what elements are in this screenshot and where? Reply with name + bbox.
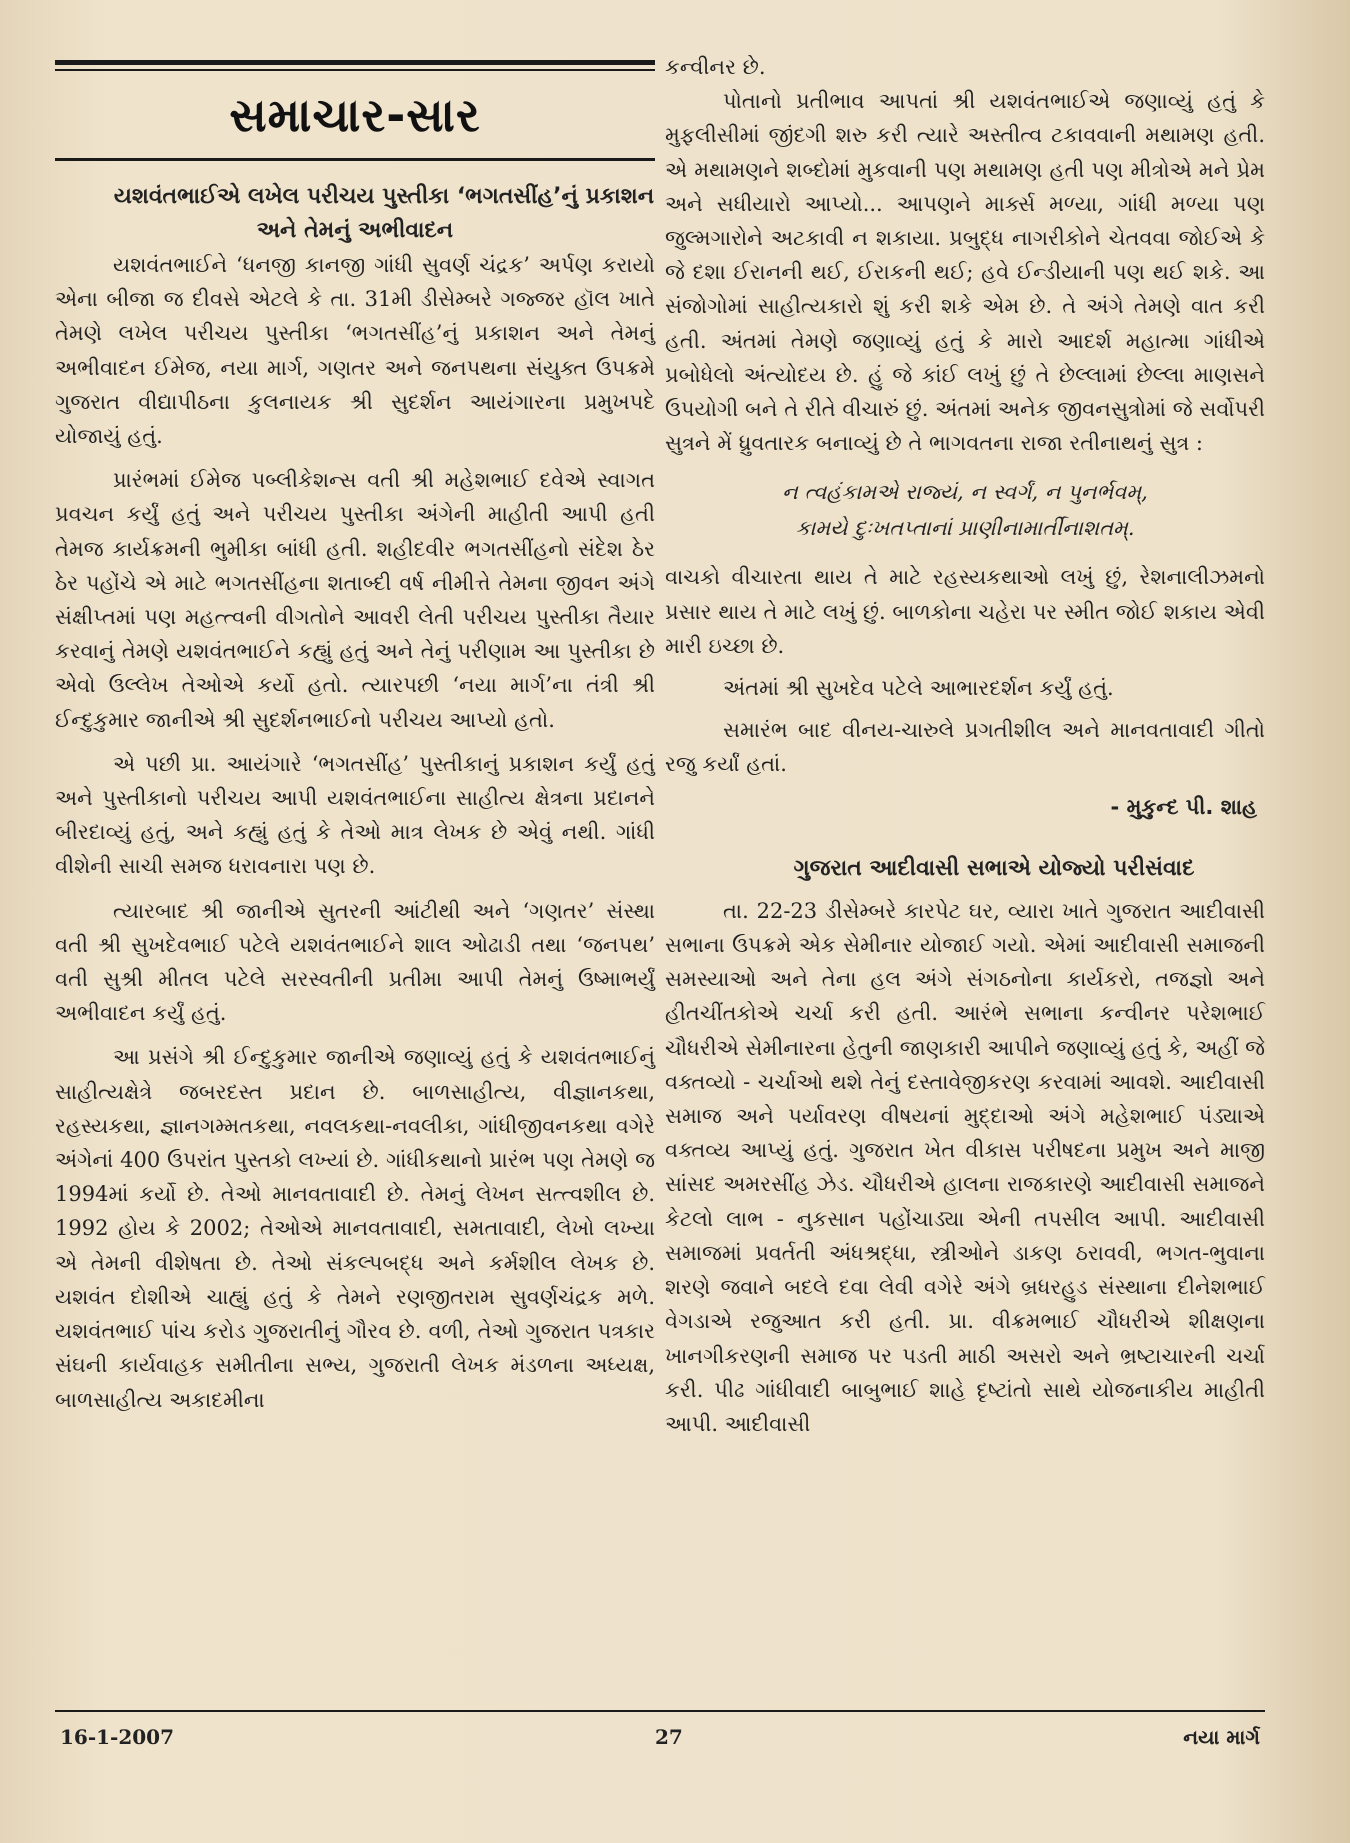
banner-top-rule-thin	[55, 69, 655, 71]
section-banner	[55, 60, 655, 160]
footer-rule	[55, 1710, 1265, 1712]
footer-date: 16-1-2007	[60, 1725, 175, 1749]
article1-paragraph: આ પ્રસંગે શ્રી ઈન્દુકુમાર જાનીએ જણાવ્યું હતું કે યશવંતભાઈનું સાહીત્યક્ષેત્રે જબરદસ્ત પ્રદાન છે. બાળસાહીત્ય, વીજ્ઞાનકથા, રહસ્યકથા, જ્ઞાનગમ્મતકથા, નવલકથા-નવલીકા, ગાંધીજીવનકથા વગેરે અંગેનાં 400 ઉપરાંત પુસ્તકો લખ્યાં છે. ગાંધીકથાનો પ્રારંભ પણ તેમણે જ 1994માં કર્યો છે. તેઓ માનવતાવાદી છે. તેમનું લેખન સત્ત્વશીલ છે. 1992 હોય કે 2002; તેઓએ માનવતાવાદી, સમતાવાદી, લેખો લખ્યા એ તેમની વીશેષતા છે. તેઓ સંકલ્પબદ્ધ અને કર્મશીલ લેખક છે. યશવંત દોશીએ ચાહ્યું હતું કે તેમને રણજીતરામ સુવર્ણચંદ્રક મળે. યશવંતભાઈ પાંચ કરોડ ગુજરાતીનું ગૌરવ છે. વળી, તેઓ ગુજરાત પત્રકાર સંઘની કાર્યવાહક સમીતીના સભ્ય, ગુજરાતી લેખક મંડળના અધ્યક્ષ, બાળસાહીત્ય અકાદમીના	[55, 1045, 655, 1412]
verse-line: કામયે દુઃખતપ્તાનાં પ્રાણીનામાર્તીનાશતમ્.	[795, 516, 1135, 541]
article2-paragraph: તા. 22-23 ડીસેમ્બરે કારપેટ ઘર, વ્યારા ખાતે ગુજરાત આદીવાસી સભાના ઉપક્રમે એક સેમીનાર યોજાઈ ગયો. એમાં આદીવાસી સમાજની સમસ્યાઓ અને તેના હલ અંગે સંગઠનોના કાર્યકરો, તજજ્ઞો અને હીતચીંતકોએ ચર્ચા કરી હતી. આરંભે સભાના કન્વીનર પરેશભાઈ ચૌધરીએ સેમીનારના હેતુની જાણકારી આપીને જણાવ્યું હતું કે, અહીં જે વક્તવ્યો - ચર્ચાઓ થશે તેનું દસ્તાવેજીકરણ કરવામાં આવશે. આદીવાસી સમાજ અને પર્યાવરણ વીષયનાં મુદ્દાઓ અંગે મહેશભાઈ પંડ્યાએ વક્તવ્ય આપ્યું હતું. ગુજરાત ખેત વીકાસ પરીષદના પ્રમુખ અને માજી સાંસદ અમરસીંહ ઝેડ. ચૌધરીએ હાલના રાજકારણે આદીવાસી સમાજને કેટલો લાભ - નુકસાન પહોંચાડ્યા એની તપસીલ આપી. આદીવાસી સમાજમાં પ્રવર્તતી અંધશ્રદ્ધા, સ્ત્રીઓને ડાકણ ઠરાવવી, ભગત-ભુવાના શરણે જવાને બદલે દવા લેવી વગેરે અંગે બ્રધરહુડ સંસ્થાના દીનેશભાઈ વેગડાએ રજુઆત કરી હતી. પ્રા. વીક્રમભાઈ ચૌધરીએ શીક્ષણના ખાનગીકરણની સમાજ પર પડતી માઠી અસરો અને ભ્રષ્ટાચારની ચર્ચા કરી. પીઢ ગાંધીવાદી બાબુભાઈ શાહે દૃષ્ટાંતો સાથે યોજનાકીય માહીતી આપી. આદીવાસી	[665, 898, 1265, 1436]
article1-signature: - મુકુન્દ પી. શાહ	[1110, 794, 1257, 819]
footer-magazine-name: નયા માર્ગ	[1183, 1725, 1260, 1749]
article2-headline: ગુજરાત આદીવાસી સભાએ યોજ્યો પરીસંવાદ	[793, 855, 1195, 881]
article1-paragraph: એ પછી પ્રા. આયંગારે ‘ભગતસીંહ’ પુસ્તીકાનું પ્રકાશન કર્યું હતું અને પુસ્તીકાનો પરીચય આપી યશવંતભાઈના સાહીત્ય ક્ષેત્રના પ્રદાનને બીરદાવ્યું હતું, અને કહ્યું હતું કે તેઓ માત્ર લેખક છે એવું નથી. ગાંધી વીશેની સાચી સમજ ધરાવનારા પણ છે.	[55, 751, 655, 879]
article1-paragraph: સમારંભ બાદ વીનય-ચારુલે પ્રગતીશીલ અને માનવતાવાદી ગીતો રજુ કર્યાં હતાં.	[665, 718, 1265, 777]
article1-paragraph: વાચકો વીચારતા થાય તે માટે રહસ્યકથાઓ લખું છું, રેશનાલીઝમનો પ્રસાર થાય તે માટે લખું છું. બાળકોના ચહેરા પર સ્મીત જોઈ શકાય એવી મારી ઇચ્છા છે.	[665, 565, 1265, 658]
section-title: સમાચાર-સાર	[229, 88, 481, 142]
article1-paragraph: પ્રારંભમાં ઈમેજ પબ્લીકેશન્સ વતી શ્રી મહેશભાઈ દવેએ સ્વાગત પ્રવચન કર્યું હતું અને પરીચય પુસ્તીકા અંગેની માહીતી આપી હતી તેમજ કાર્યક્રમની ભુમીકા બાંધી હતી. શહીદવીર ભગતસીંહનો સંદેશ ઠેર ઠેર પહોંચે એ માટે ભગતસીંહના શતાબ્દી વર્ષ નીમીત્તે તેમના જીવન અંગે સંક્ષીપ્તમાં પણ મહત્ત્વની વીગતોને આવરી લેતી પરીચય પુસ્તીકા તૈયાર કરવાનું તેમણે યશવંતભાઈને કહ્યું હતું અને તેનું પરીણામ આ પુસ્તીકા છે એવો ઉલ્લેખ તેઓએ કર્યો હતો. ત્યારપછી ‘નયા માર્ગ’ના તંત્રી શ્રી ઈન્દુકુમાર જાનીએ શ્રી સુદર્શનભાઈનો પરીચય આપ્યો હતો.	[55, 468, 655, 732]
footer-page-number: 27	[655, 1725, 683, 1749]
banner-bottom-rule	[55, 158, 655, 161]
article1-paragraph: અંતમાં શ્રી સુખદેવ પટેલે આભારદર્શન કર્યું હતું.	[723, 676, 1114, 701]
right-column	[665, 50, 1265, 1441]
article1-continued: કન્વીનર છે.	[665, 55, 766, 79]
article1-headline: યશવંતભાઈએ લખેલ પરીચય પુસ્તીકા ‘ભગતસીંહ’નું પ્રકાશન અને તેમનું અભીવાદન	[113, 184, 655, 243]
article1-paragraph: યશવંતભાઈને ‘ધનજી કાનજી ગાંધી સુવર્ણ ચંદ્રક’ અર્પણ કરાયો એના બીજા જ દીવસે એટલે કે તા. 31મી ડીસેમ્બરે ગજ્જર હૉલ ખાતે તેમણે લખેલ પરીચય પુસ્તીકા ‘ભગતસીંહ’નું પ્રકાશન અને તેમનું અભીવાદન ઈમેજ, નયા માર્ગ, ગણતર અને જનપથના સંયુક્ત ઉપક્રમે ગુજરાત વીદ્યાપીઠના કુલનાયક શ્રી સુદર્શન આયંગારના પ્રમુખપદે યોજાયું હતું.	[55, 253, 655, 449]
verse-line: ન ત્વહંકામએ રાજ્યં, ન સ્વર્ગં, ન પુનર્ભવમ્,	[782, 480, 1148, 505]
sanskrit-verse	[665, 474, 1265, 546]
article1-paragraph: પોતાનો પ્રતીભાવ આપતાં શ્રી યશવંતભાઈએ જણાવ્યું હતું કે મુફલીસીમાં જીંદગી શરુ કરી ત્યારે અસ્તીત્વ ટકાવવાની મથામણ હતી. એ મથામણને શબ્દોમાં મુકવાની પણ મથામણ હતી પણ મીત્રોએ મને પ્રેમ અને સધીયારો આપ્યો... આપણને માર્ક્સ મળ્યા, ગાંધી મળ્યા પણ જુલ્મગારોને અટકાવી ન શકાયા. પ્રબુદ્ધ નાગરીકોને ચેતવવા જોઈએ કે જે દશા ઈરાનની થઈ, ઈરાકની થઈ; હવે ઈન્ડીયાની પણ થઈ શકે. આ સંજોગોમાં સાહીત્યકારો શું કરી શકે એમ છે. તે અંગે તેમણે વાત કરી હતી. અંતમાં તેમણે જણાવ્યું હતું કે મારો આદર્શ મહાત્મા ગાંધીએ પ્રબોધેલો અંત્યોદય છે. હું જે કાંઈ લખું છું તે છેલ્લામાં છેલ્લા માણસને ઉપયોગી બને તે રીતે વીચારું છું. અંતમાં અનેક જીવનસુત્રોમાં જે સર્વોપરી સુત્રને મેં ધ્રુવતારક બનાવ્યું છે તે ભાગવતના રાજા રતીનાથનું સુત્ર :	[665, 89, 1265, 456]
article1-paragraph: ત્યારબાદ શ્રી જાનીએ સુતરની આંટીથી અને ‘ગણતર’ સંસ્થા વતી શ્રી સુખદેવભાઈ પટેલે યશવંતભાઈને શાલ ઓઢાડી તથા ‘જનપથ’ વતી સુશ્રી મીતલ પટેલે સરસ્વતીની પ્રતીમા આપી તેમનું ઉષ્માભર્યું અભીવાદન કર્યું હતું.	[55, 898, 655, 1026]
left-column	[55, 180, 655, 1417]
banner-top-rule	[55, 60, 655, 65]
